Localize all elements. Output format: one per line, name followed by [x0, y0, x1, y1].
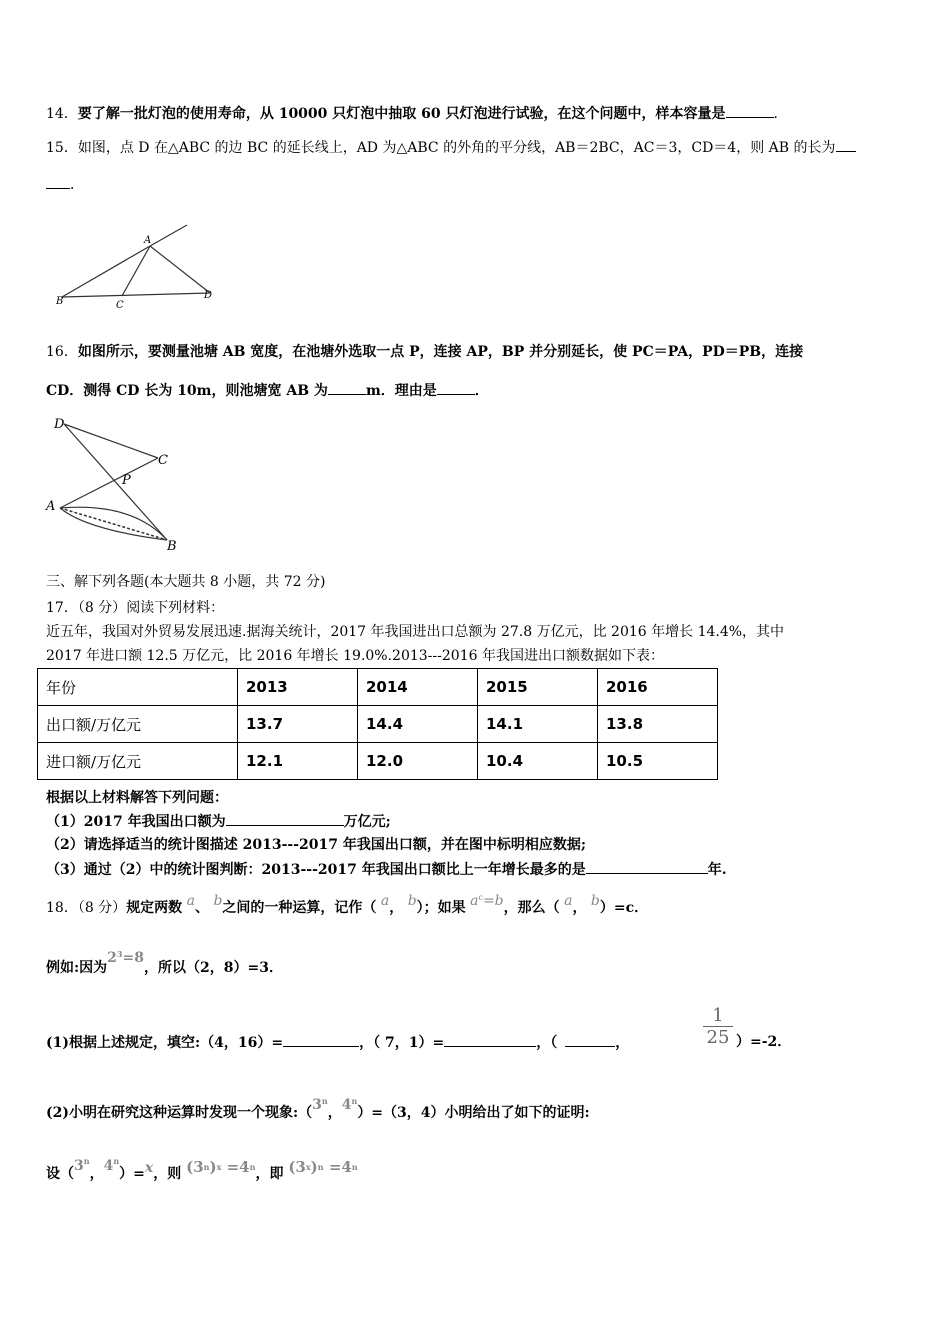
answer-blank[interactable]	[836, 137, 856, 152]
formula-1: $(3^n)^x =4^n$	[186, 1158, 256, 1176]
q18-part3: 设（3$^n$，$4^n)=x$，则 $(3^n)^x =4^n$，即 $(3^x)^n =4^n$	[46, 1156, 358, 1182]
q17: 17．（8 分）阅读下列材料：	[46, 600, 225, 616]
label-c: C	[158, 453, 168, 468]
fraction-1-25: $\frac{1}{25}$	[703, 1005, 733, 1048]
export-import-table	[37, 668, 718, 780]
section-heading: 三、解下列各题(本大题共 8 小题，共 72 分)	[46, 574, 326, 590]
q16: 16．如图所示，要测量池塘 AB 宽度，在池塘外选取一点 P，连接 AP，BP 并分别延长，使 PC＝PA，PD＝PB，连接	[46, 344, 804, 360]
table-cell: 12.1	[238, 743, 358, 780]
answer-blank[interactable]	[46, 174, 70, 189]
segment-dc	[64, 424, 158, 458]
table-cell: 进口额/万亿元	[38, 743, 238, 780]
table-cell: 2016	[598, 669, 718, 706]
label-p: P	[122, 473, 131, 488]
q18-example: 例如:因为$2^3=8$，所以（2，8）=3．	[46, 949, 283, 976]
segment-ba	[62, 246, 150, 297]
q14: 14．要了解一批灯泡的使用寿命，从 10000 只灯泡中抽取 60 只灯泡进行试验，在这个问题中，样本容量是 ．	[46, 103, 788, 124]
table-cell: 2014	[358, 669, 478, 706]
answer-blank[interactable]	[444, 1032, 536, 1047]
q15-cont: ．	[46, 174, 84, 195]
answer-blank[interactable]	[328, 380, 366, 395]
table-cell: 2013	[238, 669, 358, 706]
q18-part2: (2)小明在研究这种运算时发现一个现象:（3$^n$，$4^n)=(3$，4）小明给出了如下的证明:	[46, 1096, 590, 1121]
q17-part2: （2）请选择适当的统计图描述 2013---2017 年我国出口额，并在图中标明相应数据;	[46, 837, 587, 853]
answer-blank[interactable]	[726, 103, 774, 118]
label-d: D	[204, 290, 213, 301]
segment-ext	[150, 225, 187, 246]
segment-ab	[60, 508, 167, 540]
q15-figure	[52, 220, 232, 310]
q18-part1-end: ）=-2．	[736, 1034, 792, 1050]
answer-blank[interactable]	[586, 859, 708, 874]
q16-cont: CD．测得 CD 长为 10m，则池塘宽 AB 为 m．理由是 ．	[46, 380, 489, 401]
segment-ad	[150, 246, 210, 293]
label-c: C	[116, 300, 124, 310]
label-a: A	[46, 499, 56, 514]
q16-figure	[42, 412, 192, 554]
table-row	[38, 706, 718, 743]
label-b: B	[56, 296, 64, 307]
table-cell: 出口额/万亿元	[38, 706, 238, 743]
table-cell: 13.7	[238, 706, 358, 743]
table-cell: 12.0	[358, 743, 478, 780]
formula-2: $(3^x)^n =4^n$	[288, 1158, 358, 1176]
table-cell: 2015	[478, 669, 598, 706]
table-header-row	[38, 669, 718, 706]
segment-bd	[62, 293, 210, 297]
table-cell: 14.1	[478, 706, 598, 743]
segment-ac	[60, 458, 158, 508]
table-cell: 10.5	[598, 743, 718, 780]
segment-db	[64, 424, 167, 540]
q17-part1: （1）2017 年我国出口额为 万亿元;	[46, 811, 391, 832]
label-a: A	[144, 235, 152, 246]
table-cell: 13.8	[598, 706, 718, 743]
q18: 18．（8 分）规定两数 a、 b之间的一种运算，记作（ a， b）；如果 $a^c=b$，那么（ a， b）=c．	[46, 893, 649, 916]
q15: 15．如图，点 D 在△ABC 的边 BC 的延长线上，AD 为△ABC 的外角的平分线，AB＝2BC，AC＝3，CD＝4，则 AB 的长为	[46, 137, 856, 158]
label-b: B	[167, 539, 177, 554]
answer-blank[interactable]	[565, 1032, 615, 1047]
table-cell: 年份	[38, 669, 238, 706]
table-cell: 14.4	[358, 706, 478, 743]
answer-blank[interactable]	[437, 380, 475, 395]
table-row	[38, 743, 718, 780]
answer-blank[interactable]	[226, 811, 344, 826]
answer-blank[interactable]	[283, 1032, 359, 1047]
q17-para2: 2017 年进口额 12.5 万亿元，比 2016 年增长 19.0%.2013---2016 年我国进出口额数据如下表：	[46, 648, 664, 664]
table-cell: 10.4	[478, 743, 598, 780]
q17-para1: 近五年，我国对外贸易发展迅速.据海关统计，2017 年我国进出口总额为 27.8 万亿元，比 2016 年增长 14.4%，其中	[46, 624, 785, 640]
q17-part3: （3）通过（2）中的统计图判断：2013---2017 年我国出口额比上一年增长最多的是 年.	[46, 859, 727, 880]
label-d: D	[54, 417, 65, 432]
q18-part1: (1)根据上述规定，填空:（4，16）= ，（ 7，1）= ，（ ，	[46, 1032, 629, 1053]
q17-ask: 根据以上材料解答下列问题：	[46, 790, 228, 806]
